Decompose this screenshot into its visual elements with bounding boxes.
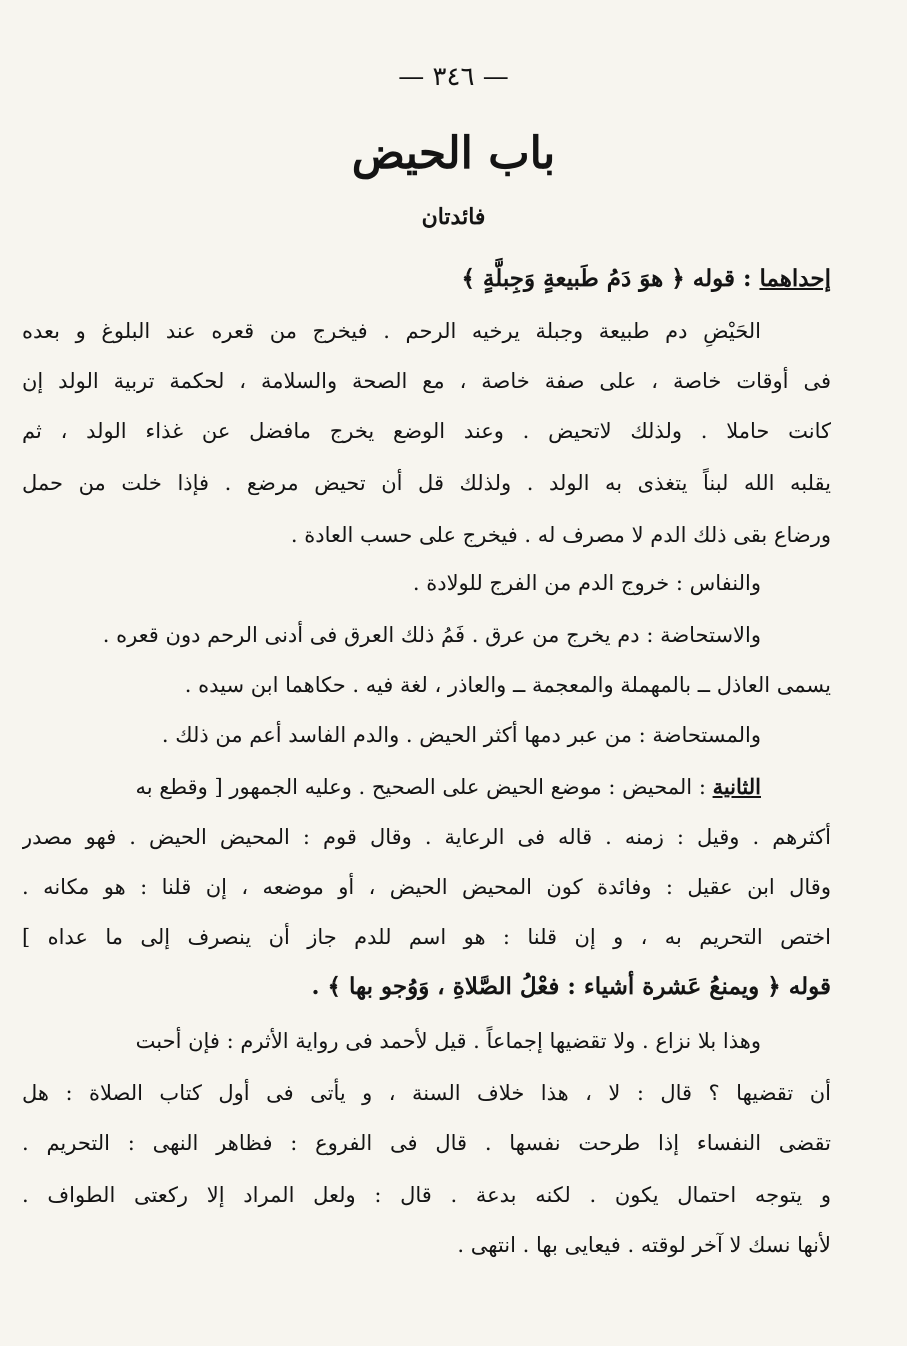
line-text: ورضاع بقى ذلك الدم لا مصرف له . فيخرج على حسب العادة .	[290, 523, 831, 547]
line-text: كانت حاملا . ولذلك لاتحيض . وعند الوضع يخرج مافضل عن غذاء الولد ، ثم	[22, 419, 831, 443]
text-line	[22, 558, 761, 608]
text-line	[22, 1220, 831, 1270]
page-number: — ٣٤٦ —	[398, 62, 509, 92]
text-line	[22, 812, 831, 862]
text-line	[22, 862, 831, 912]
text-line	[22, 356, 831, 406]
line-lead: إحداهما	[759, 265, 831, 292]
line-text: تقضى النفساء إذا طرحت نفسها . قال فى الفروع : فظاهر النهى : التحريم .	[22, 1131, 831, 1155]
text-line	[22, 610, 761, 660]
line-lead: قوله	[788, 973, 831, 1000]
text-line	[218, 254, 831, 304]
line-text: وقال ابن عقيل : وفائدة كون المحيض الحيض ، أو موضعه ، إن قلنا : هو مكانه .	[22, 875, 831, 899]
text-line	[22, 406, 831, 456]
text-line	[22, 306, 761, 356]
line-text: والمستحاضة : من عبر دمها أكثر الحيض . والدم الفاسد أعم من ذلك .	[161, 723, 761, 747]
line-text: : المحيض : موضع الحيض على الصحيح . وعليه الجمهور [ وقطع به	[135, 775, 713, 799]
line-text: اختص التحريم به ، و إن قلنا : هو اسم للدم جاز أن ينصرف إلى ما عداه ]	[22, 925, 831, 949]
text-line	[22, 710, 761, 760]
text-line	[22, 1068, 831, 1118]
line-text: و يتوجه احتمال يكون . لكنه بدعة . قال : ولعل المراد إلا ركعتى الطواف .	[22, 1183, 831, 1207]
line-text: فى أوقات خاصة ، على صفة خاصة ، مع الصحة والسلامة ، لحكمة تربية الولد إن	[22, 369, 831, 393]
line-text: يقلبه الله لبناً يتغذى به الولد . ولذلك قل أن تحيض مرضع . فإذا خلت من حمل	[22, 471, 831, 495]
text-line	[22, 1016, 761, 1066]
line-text: والنفاس : خروج الدم من الفرج للولادة .	[412, 571, 761, 595]
line-text: يسمى العاذل ــ بالمهملة والمعجمة ــ والعاذر ، لغة فيه . حكاهما ابن سيده .	[184, 673, 831, 697]
text-line	[22, 510, 831, 560]
text-line	[22, 458, 831, 508]
subheading: فائدتان	[421, 204, 486, 230]
line-text: ﴿ ويمنعُ عَشرة أشياء : فعْلُ الصَّلاةِ ، وَوُجو بها ﴾ .	[311, 973, 789, 1000]
text-line	[22, 762, 761, 812]
line-lead: الثانية	[712, 774, 761, 799]
line-text: وهذا بلا نزاع . ولا تقضيها إجماعاً . قيل لأحمد فى رواية الأثرم : فإن أحبت	[135, 1029, 761, 1053]
text-line	[22, 1118, 831, 1168]
line-text: أن تقضيها ؟ قال : لا ، هذا خلاف السنة ، و يأتى فى أول كتاب الصلاة : هل	[22, 1081, 831, 1105]
line-text: الحَيْضِ دم طبيعة وجبلة يرخيه الرحم . فيخرج من قعره عند البلوغ و بعده	[22, 319, 761, 343]
body-text	[22, 240, 831, 1280]
line-text: : قوله ﴿ هوَ دَمُ طَبيعةٍ وَجِبلَّةٍ ﴾	[461, 265, 760, 292]
line-text: أكثرهم . وقيل : زمنه . قاله فى الرعاية . وقال قوم : المحيض الحيض . فهو مصدر	[22, 825, 831, 849]
line-text: لأنها نسك لا آخر لوقته . فيعايى بها . انتهى .	[457, 1233, 831, 1257]
text-line	[22, 1170, 831, 1220]
chapter-title: باب الحيض	[351, 128, 556, 179]
text-line	[22, 912, 831, 962]
text-line	[22, 660, 831, 710]
text-line	[172, 962, 831, 1012]
line-text: والاستحاضة : دم يخرج من عرق . فَمُ ذلك العرق فى أدنى الرحم دون قعره .	[102, 623, 761, 647]
